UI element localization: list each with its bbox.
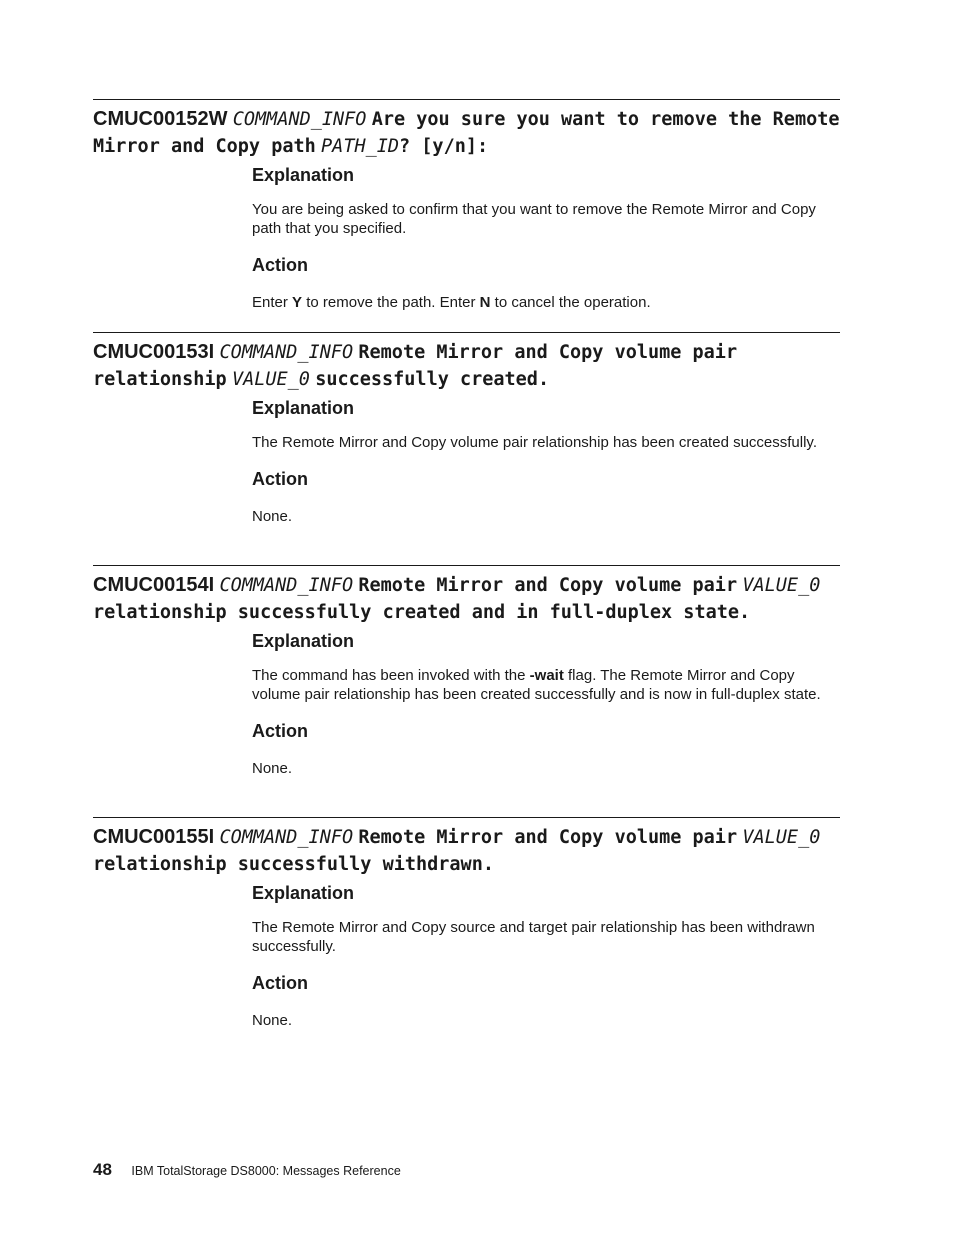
message-code: CMUC00153I [93,341,215,363]
message-body [252,882,840,1030]
action-text: None. [252,508,293,525]
document-title: IBM TotalStorage DS8000: Messages Reference [131,1164,401,1178]
action-text-part: to cancel the operation. [490,294,651,311]
action-text: None. [252,760,293,777]
message-text: Remote Mirror and Copy volume pair [358,575,738,596]
message-variable: COMMAND_INFO [219,575,354,596]
message-body [252,397,840,526]
message-heading [93,106,840,160]
page-footer [93,1160,401,1180]
message-text: Remote Mirror and Copy volume pair [358,827,738,848]
message-entry-cmuc00152w [93,99,840,312]
message-variable: COMMAND_INFO [232,109,367,130]
message-variable: PATH_ID [321,136,400,157]
explanation-text-part: The command has been invoked with the [252,667,530,684]
action-text: None. [252,1012,293,1029]
message-variable: VALUE_0 [742,827,821,848]
message-entry-cmuc00154i [93,565,840,778]
explanation-heading: Explanation [252,631,355,651]
message-variable: VALUE_0 [231,369,310,390]
explanation-text-part: flag. The Remote Mirror and Copy volume pair relationship has been created successfully and is now in full-duplex state. [252,667,821,703]
message-entry-cmuc00155i [93,817,840,1030]
message-text: successfully created. [315,369,550,390]
message-heading [93,572,840,626]
message-entry-cmuc00153i [93,332,840,526]
message-text: ? [y/n]: [399,136,489,157]
message-text: relationship successfully created and in full-duplex state. [93,602,751,623]
explanation-text: The Remote Mirror and Copy volume pair relationship has been created successfully. [252,434,817,451]
action-key-n: N [479,294,491,311]
action-heading: Action [252,721,308,741]
message-code: CMUC00155I [93,826,215,848]
page-number: 48 [93,1160,112,1179]
wait-flag: -wait [529,667,564,684]
message-variable: VALUE_0 [742,575,821,596]
action-heading: Action [252,469,308,489]
explanation-heading: Explanation [252,165,355,185]
message-text: Remote Mirror and Copy volume pair relationship [93,342,738,390]
message-variable: COMMAND_INFO [219,827,354,848]
action-heading: Action [252,973,308,993]
explanation-heading: Explanation [252,883,355,903]
message-heading [93,339,840,393]
explanation-text: The Remote Mirror and Copy source and target pair relationship has been withdrawn successfully. [252,919,815,955]
message-text: Are you sure you want to remove the Remote Mirror and Copy path [93,109,840,157]
action-text-part: to remove the path. Enter [302,294,480,311]
action-heading: Action [252,255,308,275]
explanation-heading: Explanation [252,398,355,418]
action-text [252,293,840,312]
message-code: CMUC00154I [93,574,215,596]
message-variable: COMMAND_INFO [219,342,354,363]
explanation-text: You are being asked to confirm that you want to remove the Remote Mirror and Copy path that you specified. [252,201,816,237]
message-body [252,164,840,312]
explanation-text [252,666,840,704]
message-body [252,630,840,778]
message-heading [93,824,840,878]
action-key-y: Y [292,294,303,311]
message-text: relationship successfully withdrawn. [93,854,494,875]
action-text-part: Enter [252,294,293,311]
message-code: CMUC00152W [93,108,228,130]
